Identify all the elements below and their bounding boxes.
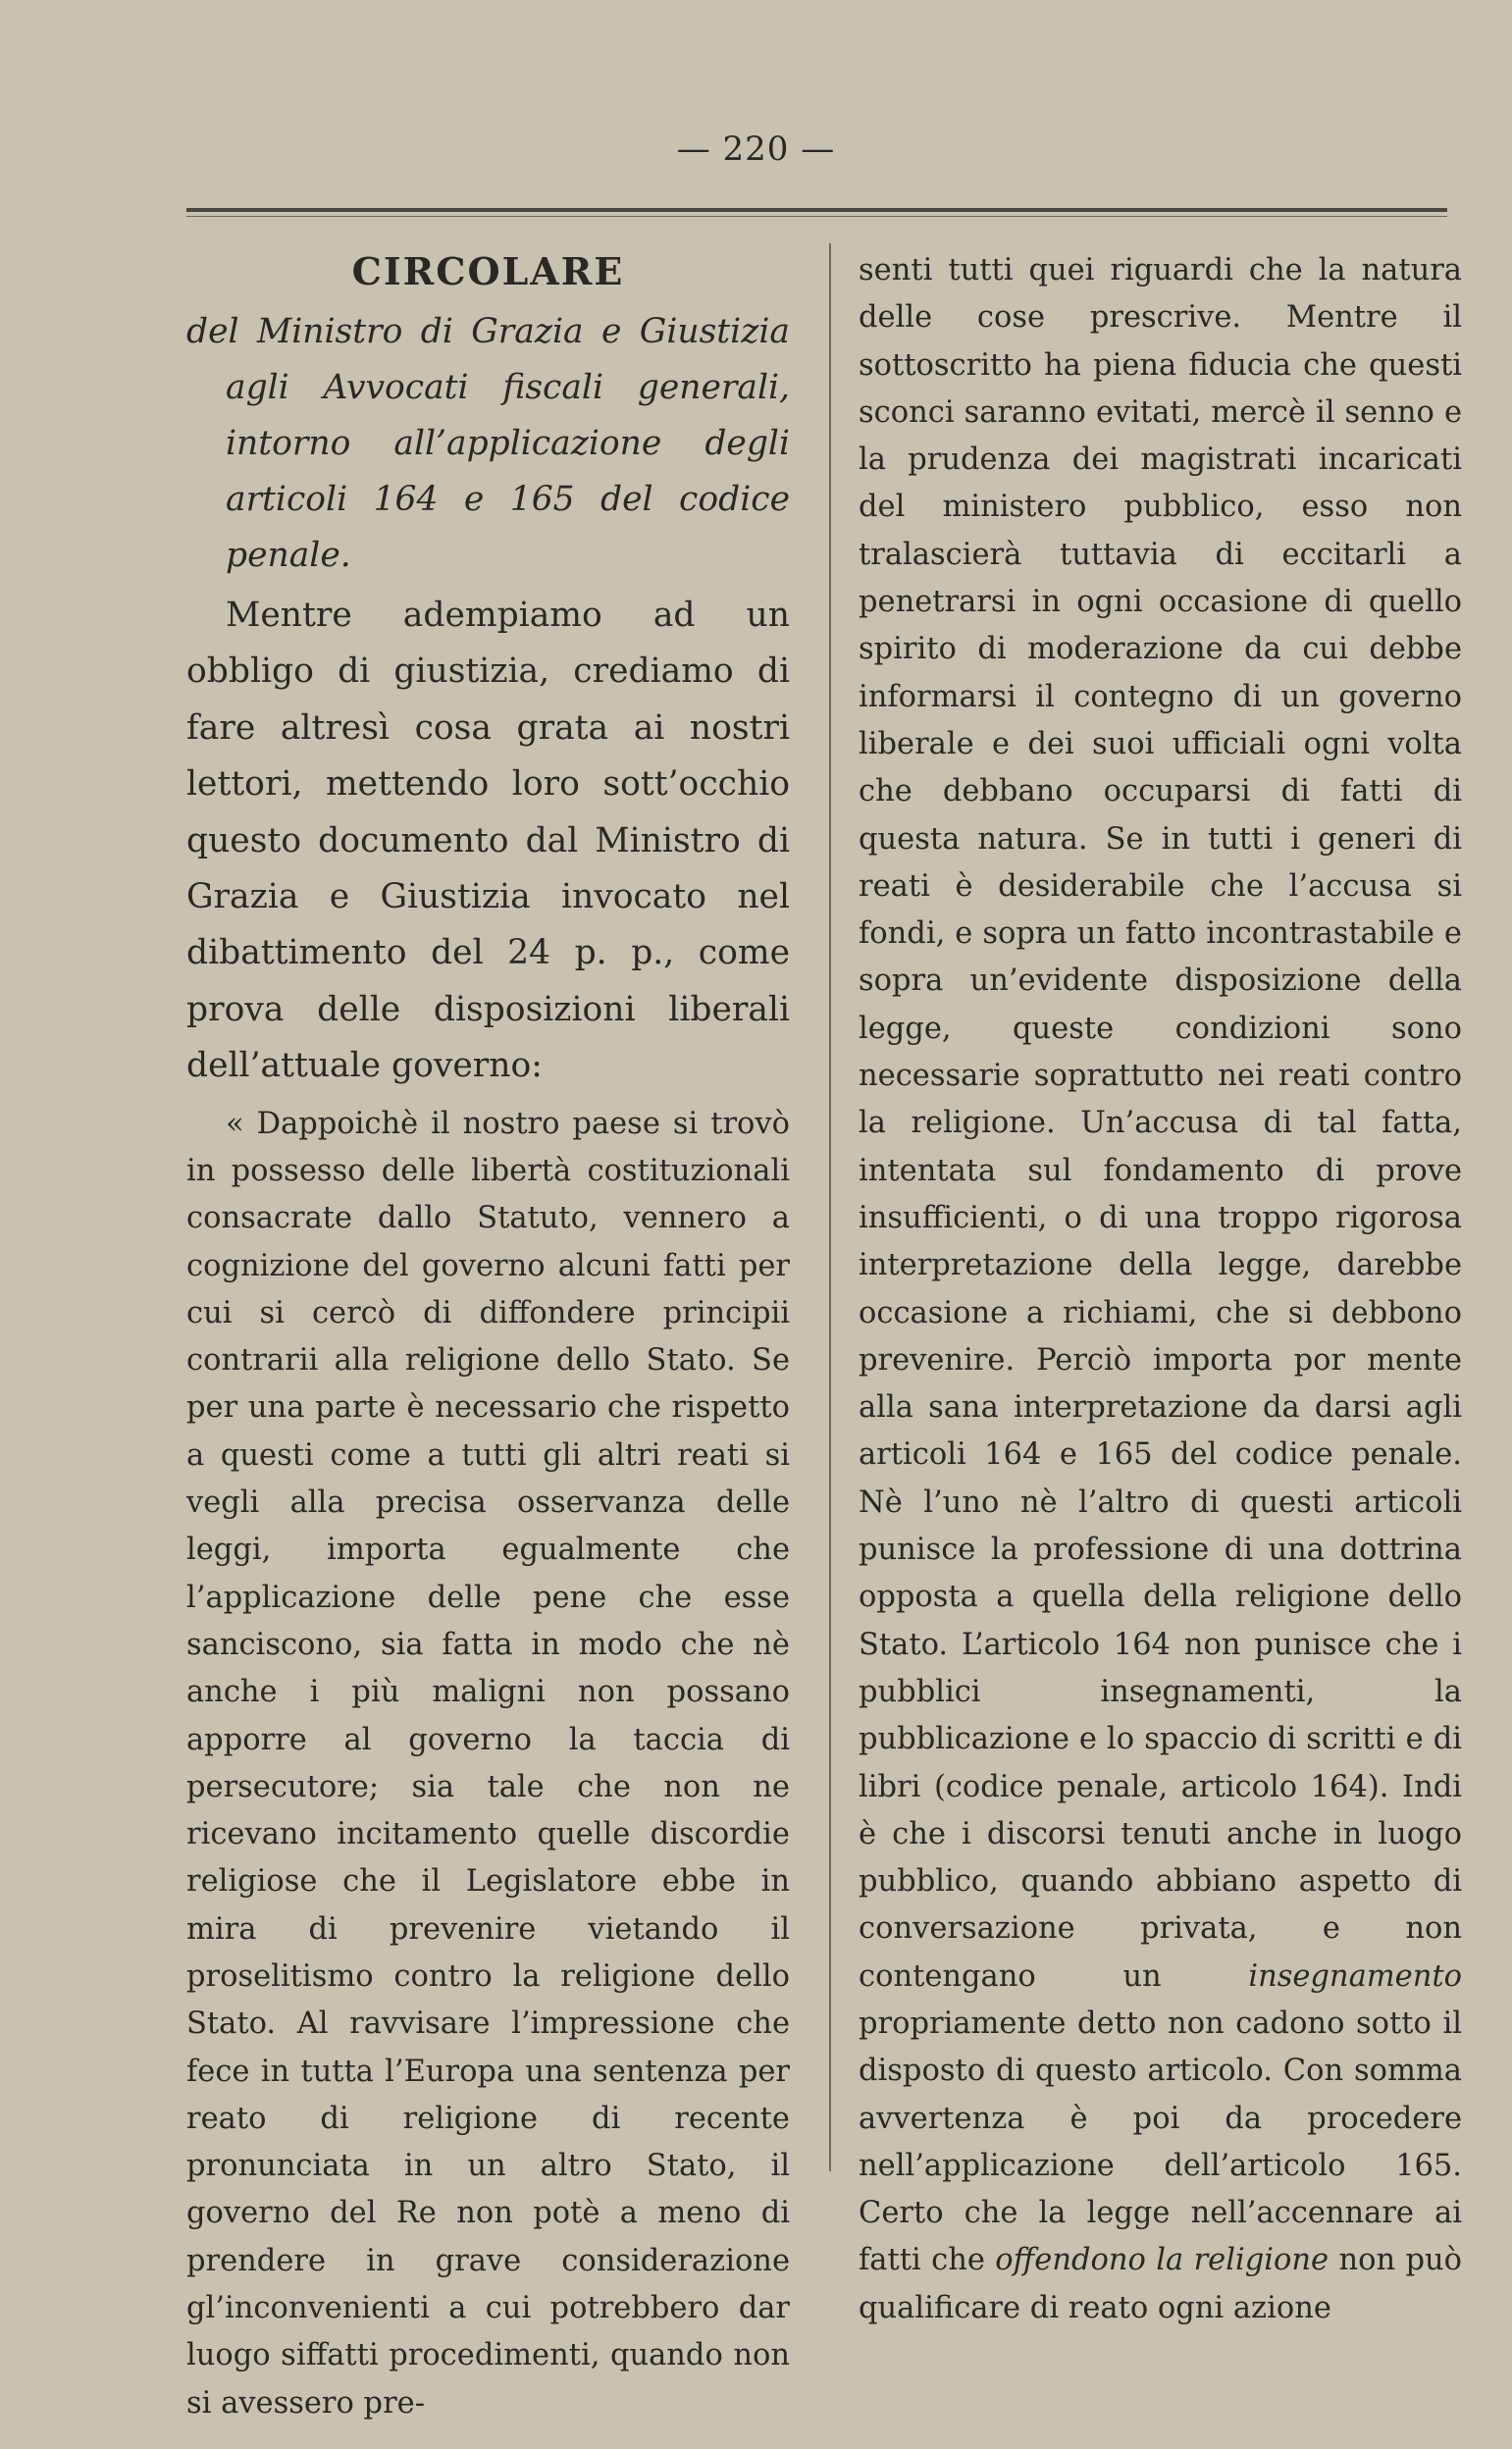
continued-text-part2: propriamente detto non cadono sotto il disposto di questo articolo. Con somma avvertenza è poi da procedere nell’applicazione dell’articolo 165. Certo che la legge nell’accennare ai fatti che [859, 2006, 1462, 2278]
continued-text-part3: non può qualificare di reato ogni azione [859, 2243, 1463, 2325]
document-subtitle: del Ministro di Grazia e Giustizia agli Avvocati fiscali generali, intorno all’applicazione degli articoli 164 e 165 del codice penale. [186, 312, 790, 575]
continued-text [859, 247, 1462, 2332]
column-divider [829, 243, 831, 2171]
emphasis-offendono: offendono la religione [995, 2243, 1330, 2278]
page-number: — 220 — [676, 130, 836, 169]
intro-paragraph: Mentre adempiamo ad un obbligo di giustizia, crediamo di fare altresì cosa grata ai nostri lettori, mettendo loro sott’occhio questo documento dal Ministro di Grazia e Giustizia invocato nel dibattimento del 24 p. p., come prova delle disposizioni liberali dell’attuale governo: [186, 596, 790, 1086]
quoted-circular-text: « Dappoichè il nostro paese si trovò in possesso delle libertà costituzionali consacrate dallo Statuto, vennero a cognizione del governo alcuni fatti per cui si cercò di diffondere principii contrarii alla religione dello Stato. Se per una parte è necessario che rispetto a questi come a tutti gli altri reati si vegli alla precisa osservanza delle leggi, importa egualmente che l’applicazione delle pene che esse sanciscono, sia fatta in modo che nè anche i più maligni non possano apporre al governo la taccia di persecutore; sia tale che non ne ricevano incitamento quelle discordie religiose che il Legislatore ebbe in mira di prevenire vietando il proselitismo contro la religione dello Stato. Al ravvisare l’impressione che fece in tutta l’Europa una sentenza per reato di religione di recente pronunciata in un altro Stato, il governo del Re non potè a meno di prendere in grave considerazione gl’inconvenienti a cui potrebbero dar luogo siffatti procedimenti, quando non si avessero pre- [186, 1106, 790, 2421]
continued-text-part1: senti tutti quei riguardi che la natura delle cose prescrive. Mentre il sottoscritto ha piena fiducia che questi sconci saranno evitati, mercè il senno e la prudenza dei magistrati incaricati del ministero pubblico, esso non tralascierà tuttavia di eccitarli a penetrarsi in ogni occasione di quello spirito di moderazione da cui debbe informarsi il contegno di un governo liberale e dei suoi ufficiali ogni volta che debbano occuparsi di fatti di questa natura. Se in tutti i generi di reati è desiderabile che l’accusa si fondi, e sopra un fatto incontrastabile e sopra un’evidente disposizione della legge, queste condizioni sono necessarie soprattutto nei reati contro la religione. Un’accusa di tal fatta, intentata sul fondamento di prove insufficienti, o di una troppo rigorosa interpretazione della legge, darebbe occasione a richiami, che si debbono prevenire. Perciò importa por mente alla sana interpretazione da darsi agli articoli 164 e 165 del codice penale. Nè l’uno nè l’altro di questi articoli punisce la professione di una dottrina opposta a quella della religione dello Stato. L’articolo 164 non punisce che i pubblici insegnamenti, la pubblicazione e lo spaccio di scritti e di libri (codice penale, articolo 164). Indi è che i discorsi tenuti anche in luogo pubblico, quando abbiano aspetto di conversazione privata, e non contengano un [859, 253, 1462, 1994]
right-column [859, 247, 1462, 2332]
header-rule [186, 208, 1447, 212]
emphasis-insegnamento: insegnamento [1248, 1958, 1462, 1994]
document-title: CIRCOLARE [351, 249, 625, 293]
left-column [186, 247, 790, 2427]
